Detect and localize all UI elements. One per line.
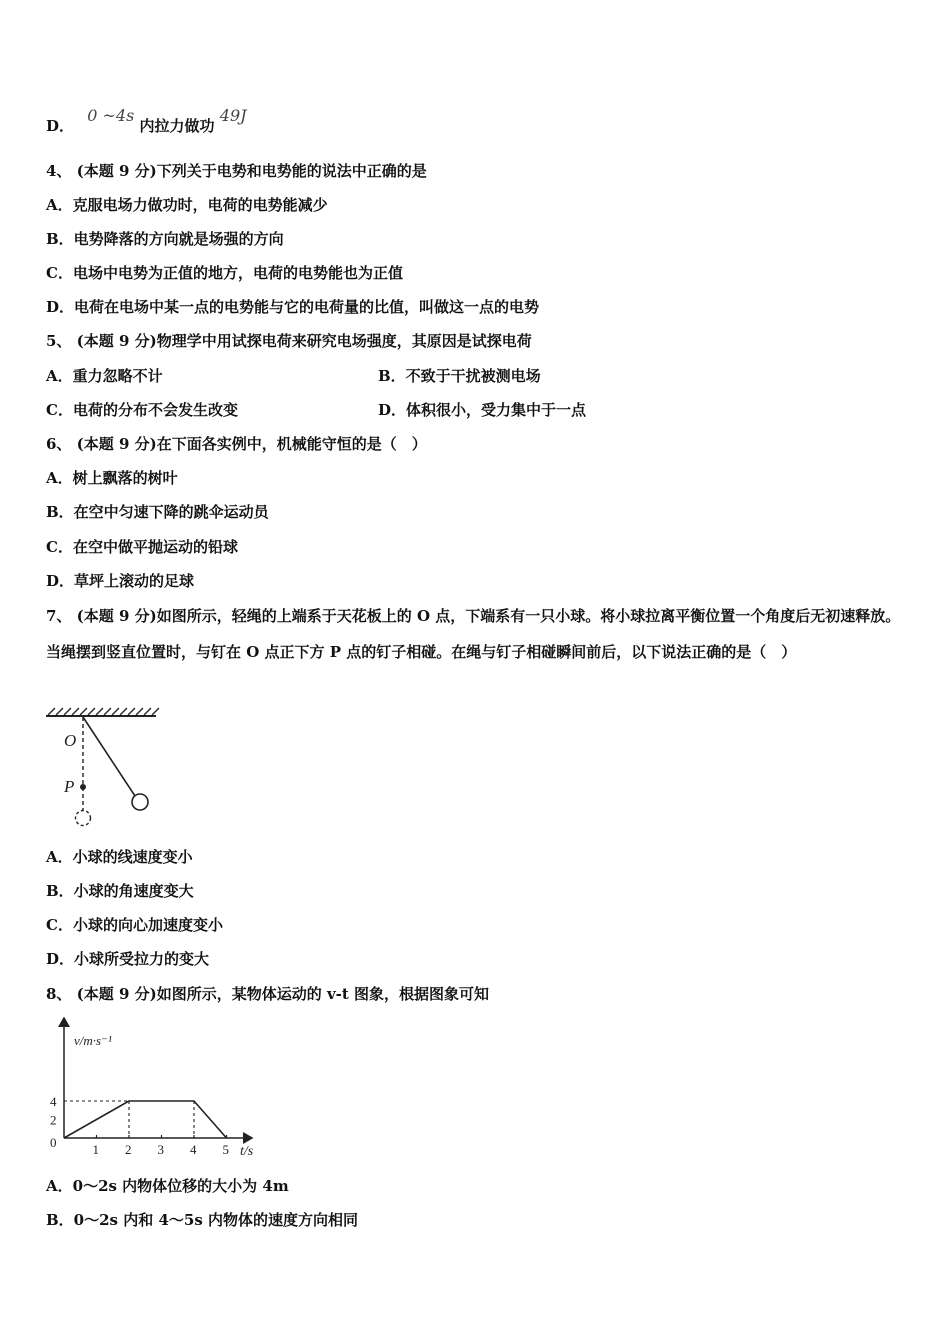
q8-option-a: A．0～2s 内物体位移的大小为 4m — [46, 1177, 289, 1195]
q3-time-range-math: 0 ~4s — [87, 106, 135, 125]
q7-option-d: D．小球所受拉力的变大 — [46, 950, 210, 968]
pendulum-string — [83, 717, 135, 796]
label-p: P — [64, 777, 75, 796]
pendulum-ball — [132, 794, 148, 810]
q4-option-c: C．电场中电势为正值的地方，电荷的电势能也为正值 — [46, 264, 403, 282]
q7-stem: 7、 (本题 9 分)如图所示，轻绳的上端系于天花板上的 O 点，下端系有一只小球。将小球拉离平衡位置一个角度后无初速释放。当绳摆到竖直位置时，与钉在 O 点正下方 P 点的钉子相碰。在绳与钉子相碰瞬间前后，以下说法正确的是（ ） — [46, 607, 901, 661]
q3-work-value-math: 49J — [219, 106, 247, 125]
q8-stem: 8、 (本题 9 分)如图所示，某物体运动的 v-t 图象，根据图象可知 — [46, 985, 490, 1003]
q3-option-d-prefix: D． — [46, 117, 75, 135]
x-tick-label-1: 1 — [92, 1142, 99, 1157]
q3-option-d — [46, 106, 247, 136]
q6-option-c: C．在空中做平抛运动的铅球 — [46, 538, 238, 556]
q5-option-d: D．体积很小，受力集中于一点 — [378, 401, 587, 419]
nail-p — [80, 784, 86, 790]
q6-option-d: D．草坪上滚动的足球 — [46, 572, 195, 590]
x-axis-label: t/s — [240, 1144, 254, 1159]
q5-option-a: A．重力忽略不计 — [46, 367, 163, 385]
y-axis-label: v/m·s⁻¹ — [74, 1033, 112, 1048]
q4-option-a: A．克服电场力做功时，电荷的电势能减少 — [46, 196, 328, 214]
ceiling-hatching — [48, 708, 159, 715]
velocity-series-line — [64, 1101, 227, 1138]
q6-stem: 6、 (本题 9 分)在下面各实例中，机械能守恒的是（ ） — [46, 435, 427, 453]
y-tick-label-2: 2 — [50, 1112, 57, 1128]
q7-option-b: B．小球的角速度变大 — [46, 882, 194, 900]
q7-option-a: A．小球的线速度变小 — [46, 848, 193, 866]
q8-vt-chart — [40, 1012, 270, 1162]
q5-option-b: B．不致于干扰被测电场 — [378, 367, 541, 385]
y-tick-label-4: 4 — [50, 1094, 57, 1109]
q4-option-b: B．电势降落的方向就是场强的方向 — [46, 230, 284, 248]
q3-option-d-text: 内拉力做功 — [139, 117, 215, 135]
q8-option-b: B．0～2s 内和 4～5s 内物体的速度方向相同 — [46, 1211, 358, 1229]
q5-option-c: C．电荷的分布不会发生改变 — [46, 401, 238, 419]
q6-option-a: A．树上飘落的树叶 — [46, 469, 178, 487]
origin-label: 0 — [50, 1135, 57, 1150]
x-tick-label-5: 5 — [222, 1142, 229, 1157]
q4-option-d: D．电荷在电场中某一点的电势能与它的电荷量的比值，叫做这一点的电势 — [46, 298, 540, 316]
x-tick-label-3: 3 — [157, 1142, 164, 1157]
x-tick-label-4: 4 — [190, 1142, 197, 1157]
x-tick-label-2: 2 — [125, 1142, 132, 1157]
q6-option-b: B．在空中匀速下降的跳伞运动员 — [46, 503, 269, 521]
q5-stem: 5、 (本题 9 分)物理学中用试探电荷来研究电场强度，其原因是试探电荷 — [46, 332, 532, 350]
q4-stem: 4、 (本题 9 分)下列关于电势和电势能的说法中正确的是 — [46, 162, 427, 180]
label-o: O — [64, 731, 77, 750]
q7-pendulum-figure — [42, 706, 162, 830]
ball-lowest-position — [76, 811, 91, 826]
q7-option-c: C．小球的向心加速度变小 — [46, 916, 223, 934]
